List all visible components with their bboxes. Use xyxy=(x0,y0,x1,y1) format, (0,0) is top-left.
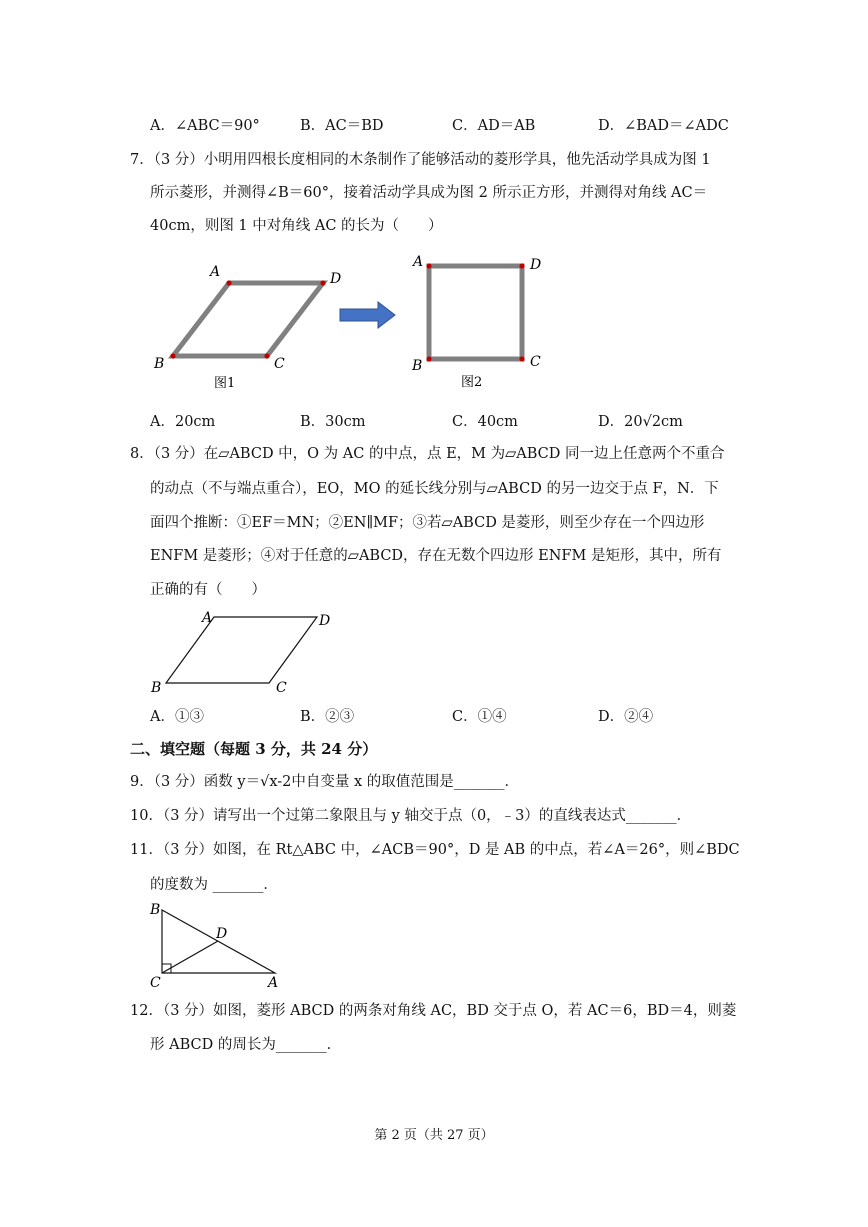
q8-label-a: A xyxy=(202,610,213,626)
q8-option-c: C．①④ xyxy=(452,709,507,725)
q7-fig1-point-b xyxy=(170,353,175,358)
q7-line-2: 所示菱形，并测得∠B＝60°，接着活动学具成为图 2 所示正方形，并测得对角线 AC＝ xyxy=(150,185,708,201)
q7-fig2-point-c xyxy=(519,356,524,361)
q9-text: 9．（3 分）函数 y＝√x-2中自变量 x 的取值范围是_______． xyxy=(130,774,520,790)
q7-fig1-label-c: C xyxy=(274,356,285,372)
q8-option-b: B．②③ xyxy=(300,709,355,725)
section-2-title: 二、填空题（每题 3 分，共 24 分） xyxy=(130,740,378,758)
q7-option-c: C．40cm xyxy=(452,414,518,430)
q11-label-a: A xyxy=(268,975,279,991)
q10-text: 10．（3 分）请写出一个过第二象限且与 y 轴交于点（0，﹣3）的直线表达式_______． xyxy=(130,808,692,824)
q7-fig1-label-d: D xyxy=(330,271,342,287)
q7-fig1-point-d xyxy=(320,280,325,285)
q7-fig2-label-c: C xyxy=(530,354,541,370)
q7-line-3: 40cm，则图 1 中对角线 AC 的长为（ ） xyxy=(150,218,443,234)
q12-line-2: 形 ABCD 的周长为_______． xyxy=(150,1037,342,1053)
q8-line-3: 面四个推断：①EF＝MN；②EN∥MF；③若▱ABCD 是菱形，则至少存在一个四边形 xyxy=(150,515,705,531)
q6-option-d: D．∠BAD＝∠ADC xyxy=(598,118,729,134)
q6-option-a: A．∠ABC＝90° xyxy=(150,118,260,134)
q7-fig2-label-d: D xyxy=(530,257,542,273)
q11-label-c: C xyxy=(150,975,161,991)
q7-fig2-point-d xyxy=(519,263,524,268)
q7-fig1-label-a: A xyxy=(210,264,221,280)
q7-fig2-point-a xyxy=(426,263,431,268)
q7-fig2-caption: 图2 xyxy=(461,375,483,390)
q8-label-b: B xyxy=(151,680,162,696)
q7-fig1-point-c xyxy=(264,353,269,358)
q8-line-5: 正确的有（ ） xyxy=(150,582,266,598)
q11-median-cd xyxy=(162,941,218,973)
q7-fig2-label-a: A xyxy=(413,254,424,270)
page-footer: 第 2 页（共 27 页） xyxy=(374,1128,494,1143)
q6-option-c: C．AD＝AB xyxy=(452,118,536,134)
q8-line-2: 的动点（不与端点重合），EO，MO 的延长线分别与▱ABCD 的另一边交于点 F，N．下 xyxy=(150,481,719,497)
q8-option-a: A．①③ xyxy=(150,709,204,725)
q7-fig2-point-b xyxy=(426,356,431,361)
q8-label-c: C xyxy=(276,680,287,696)
q8-line-1: 8．（3 分）在▱ABCD 中，O 为 AC 的中点，点 E，M 为▱ABCD 同一边上任意两个不重合 xyxy=(130,446,725,462)
q7-option-b: B．30cm xyxy=(300,414,366,430)
q11-label-b: B xyxy=(150,902,161,918)
q7-figure xyxy=(150,250,550,395)
q11-label-d: D xyxy=(216,926,228,942)
q8-line-4: ENFM 是菱形；④对于任意的▱ABCD，存在无数个四边形 ENFM 是矩形，其中，所有 xyxy=(150,548,722,564)
q6-option-b: B．AC＝BD xyxy=(300,118,384,134)
q7-fig1-rhombus xyxy=(173,283,323,356)
arrow-right-icon xyxy=(340,302,395,328)
q8-option-d: D．②④ xyxy=(598,709,654,725)
q7-fig2-square xyxy=(429,266,522,359)
q7-fig1-label-b: B xyxy=(154,356,165,372)
q8-parallelogram xyxy=(166,617,317,683)
q7-option-d: D．20√2cm xyxy=(598,414,683,430)
q12-line-1: 12．（3 分）如图，菱形 ABCD 的两条对角线 AC，BD 交于点 O，若 AC＝6，BD＝4，则菱 xyxy=(130,1003,737,1019)
q11-line-2: 的度数为 _______． xyxy=(150,877,278,893)
q11-line-1: 11．（3 分）如图，在 Rt△ABC 中，∠ACB＝90°，D 是 AB 的中点，若∠A＝26°，则∠BDC xyxy=(130,842,740,858)
q7-fig1-point-a xyxy=(226,280,231,285)
q7-option-a: A．20cm xyxy=(150,414,216,430)
q11-figure xyxy=(148,898,288,993)
q7-fig1-caption: 图1 xyxy=(214,376,236,391)
q7-fig2-label-b: B xyxy=(412,358,423,374)
q8-figure xyxy=(148,606,348,698)
q8-label-d: D xyxy=(319,613,331,629)
q7-line-1: 7．（3 分）小明用四根长度相同的木条制作了能够活动的菱形学具，他先活动学具成为图 1 xyxy=(130,152,711,168)
